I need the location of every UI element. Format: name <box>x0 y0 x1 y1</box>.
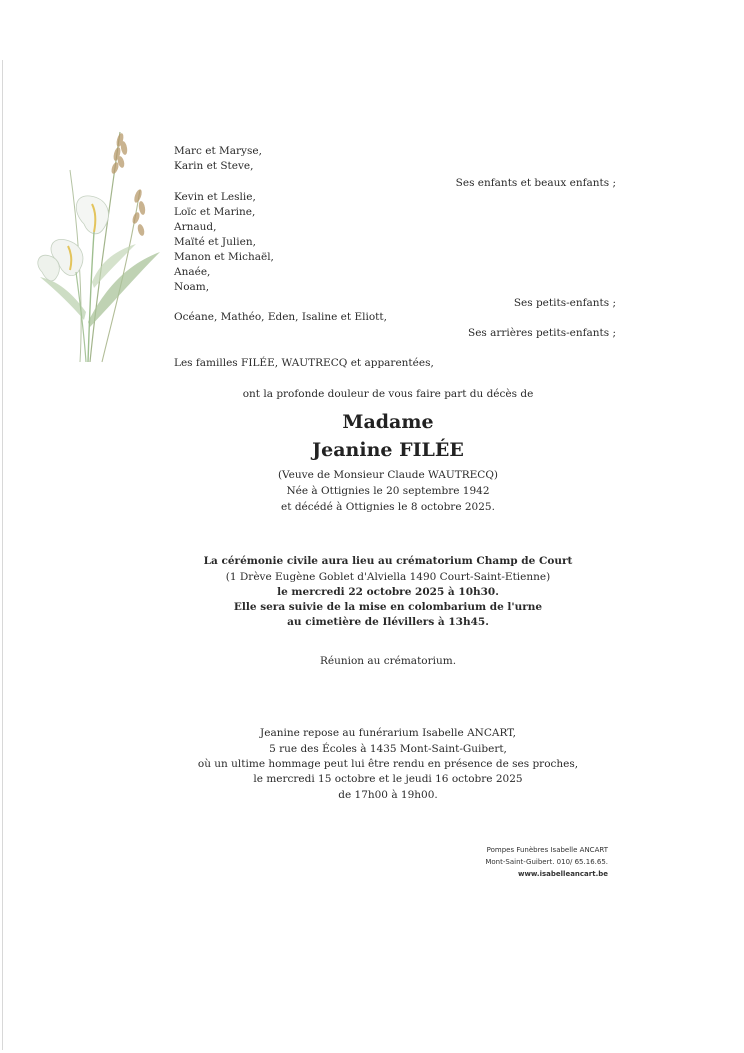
families-line: Les familles FILÉE, WAUTRECQ et apparentées, <box>174 357 434 369</box>
ceremony-date: le mercredi 22 octobre 2025 à 10h30. <box>277 586 499 598</box>
visitation-line-1: Jeanine repose au funérarium Isabelle ANCART, <box>260 727 516 739</box>
visitation-line-5: de 17h00 à 19h00. <box>338 789 438 801</box>
funeral-home-website-link[interactable]: www.isabelleancart.be <box>517 870 608 878</box>
grandchild-name: Kevin et Leslie, <box>174 191 256 203</box>
grandchild-name: Loïc et Marine, <box>174 206 256 218</box>
deceased-name: Jeanine FILÉE <box>312 439 464 461</box>
widow-of-line: (Veuve de Monsieur Claude WAUTRECQ) <box>277 469 499 481</box>
children-names-line-1: Marc et Maryse, <box>174 145 262 157</box>
grandchild-name: Manon et Michaël, <box>174 251 274 263</box>
ceremony-line-4: Elle sera suivie de la mise en colombarium de l'urne <box>233 601 543 613</box>
children-names-line-2: Karin et Steve, <box>174 160 254 172</box>
funeral-home-contact: Mont-Saint-Guibert. 010/ 65.16.65. <box>485 858 608 866</box>
grandchild-name: Noam, <box>174 281 210 293</box>
visitation-line-4: le mercredi 15 octobre et le jeudi 16 octobre 2025 <box>253 773 523 785</box>
visitation-line-2: 5 rue des Écoles à 1435 Mont-Saint-Guibert, <box>269 743 507 755</box>
ceremony-line-5: au cimetière de Ilévillers à 13h45. <box>287 616 489 628</box>
birth-line: Née à Ottignies le 20 septembre 1942 <box>286 485 490 497</box>
visitation-line-3: où un ultime hommage peut lui être rendu en présence de ses proches, <box>197 758 579 770</box>
great-grandchildren-names: Océane, Mathéo, Eden, Isaline et Eliott, <box>174 311 387 323</box>
great-grandchildren-caption: Ses arrières petits-enfants ; <box>468 327 616 339</box>
deceased-title: Madame <box>342 411 434 433</box>
funeral-home-name: Pompes Funèbres Isabelle ANCART <box>486 846 608 854</box>
reunion-line: Réunion au crématorium. <box>319 655 457 667</box>
ceremony-address: (1 Drève Eugène Goblet d'Alviella 1490 Court-Saint-Etienne) <box>225 571 551 583</box>
children-caption: Ses enfants et beaux enfants ; <box>455 177 616 189</box>
ceremony-line-1: La cérémonie civile aura lieu au crématorium Champ de Court <box>203 555 573 567</box>
death-line: et décédé à Ottignies le 8 octobre 2025. <box>281 501 495 513</box>
grandchild-name: Arnaud, <box>174 221 217 233</box>
announcement-line: ont la profonde douleur de vous faire part du décès de <box>242 388 534 400</box>
calla-lily-illustration <box>28 112 168 370</box>
grandchild-name: Anaée, <box>174 266 211 278</box>
grandchild-name: Maïté et Julien, <box>174 236 256 248</box>
grandchildren-caption: Ses petits-enfants ; <box>513 297 616 309</box>
